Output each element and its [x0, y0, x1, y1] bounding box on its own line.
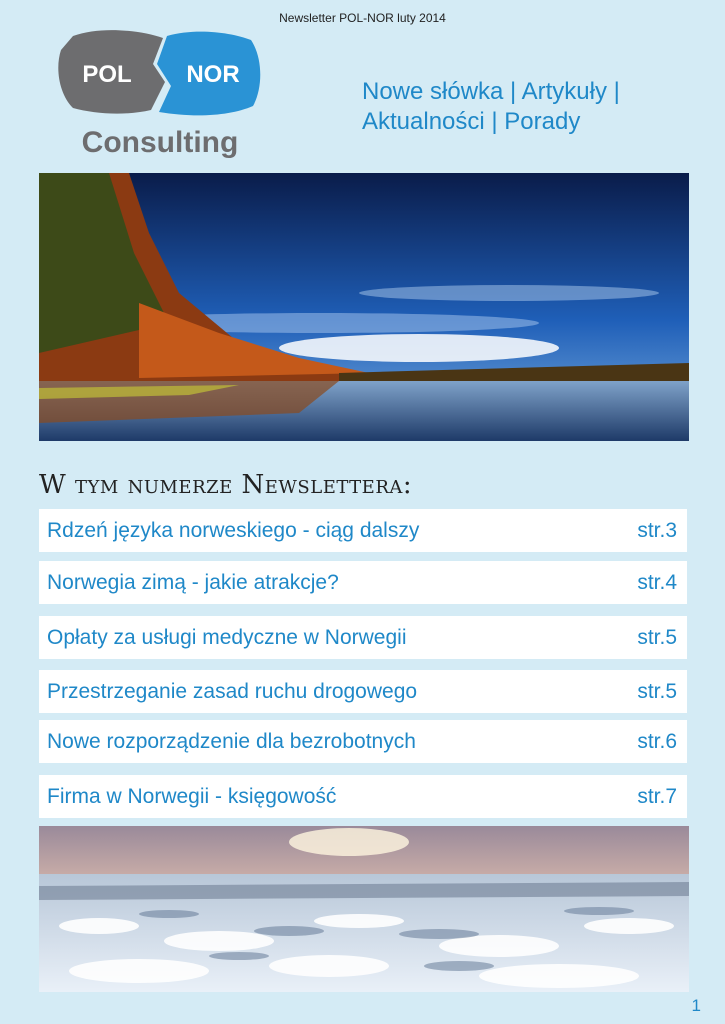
toc-item[interactable] [39, 670, 687, 713]
logo-pol-text: POL [82, 61, 132, 88]
toc-item-page: str.4 [637, 570, 677, 594]
toc-item[interactable] [39, 720, 687, 763]
toc-item-page: str.5 [637, 625, 677, 649]
logo-subtitle: Consulting [81, 126, 239, 158]
toc-item-page: str.7 [637, 784, 677, 808]
toc-item[interactable] [39, 616, 687, 659]
toc-title: W tym numerze Newslettera: [39, 470, 413, 500]
newsletter-header: Newsletter POL-NOR luty 2014 [279, 11, 446, 25]
frozen-sea-photo [39, 826, 689, 992]
autumn-lake-photo [39, 173, 689, 441]
tagline-line-1: Nowe słówka | Artykuły | [362, 78, 620, 105]
toc-item[interactable] [39, 775, 687, 818]
toc-item-page: str.3 [637, 518, 677, 542]
toc-item-title: Firma w Norwegii - księgowość [47, 784, 337, 808]
tagline [362, 77, 692, 137]
toc-item-title: Opłaty za usługi medyczne w Norwegii [47, 625, 407, 649]
toc-item[interactable] [39, 561, 687, 604]
toc-item-title: Norwegia zimą - jakie atrakcje? [47, 570, 339, 594]
toc-item-title: Rdzeń języka norweskiego - ciąg dalszy [47, 518, 420, 542]
toc-item-title: Przestrzeganie zasad ruchu drogowego [47, 679, 418, 703]
toc-item-page: str.5 [637, 679, 677, 703]
toc-item-page: str.6 [637, 729, 677, 753]
toc-item[interactable] [39, 509, 687, 552]
pol-nor-logo [55, 28, 265, 158]
tagline-line-2: Aktualności | Porady [362, 108, 581, 135]
toc-item-title: Nowe rozporządzenie dla bezrobotnych [47, 729, 416, 753]
page-number: 1 [691, 996, 701, 1015]
logo-nor-text: NOR [186, 61, 240, 88]
